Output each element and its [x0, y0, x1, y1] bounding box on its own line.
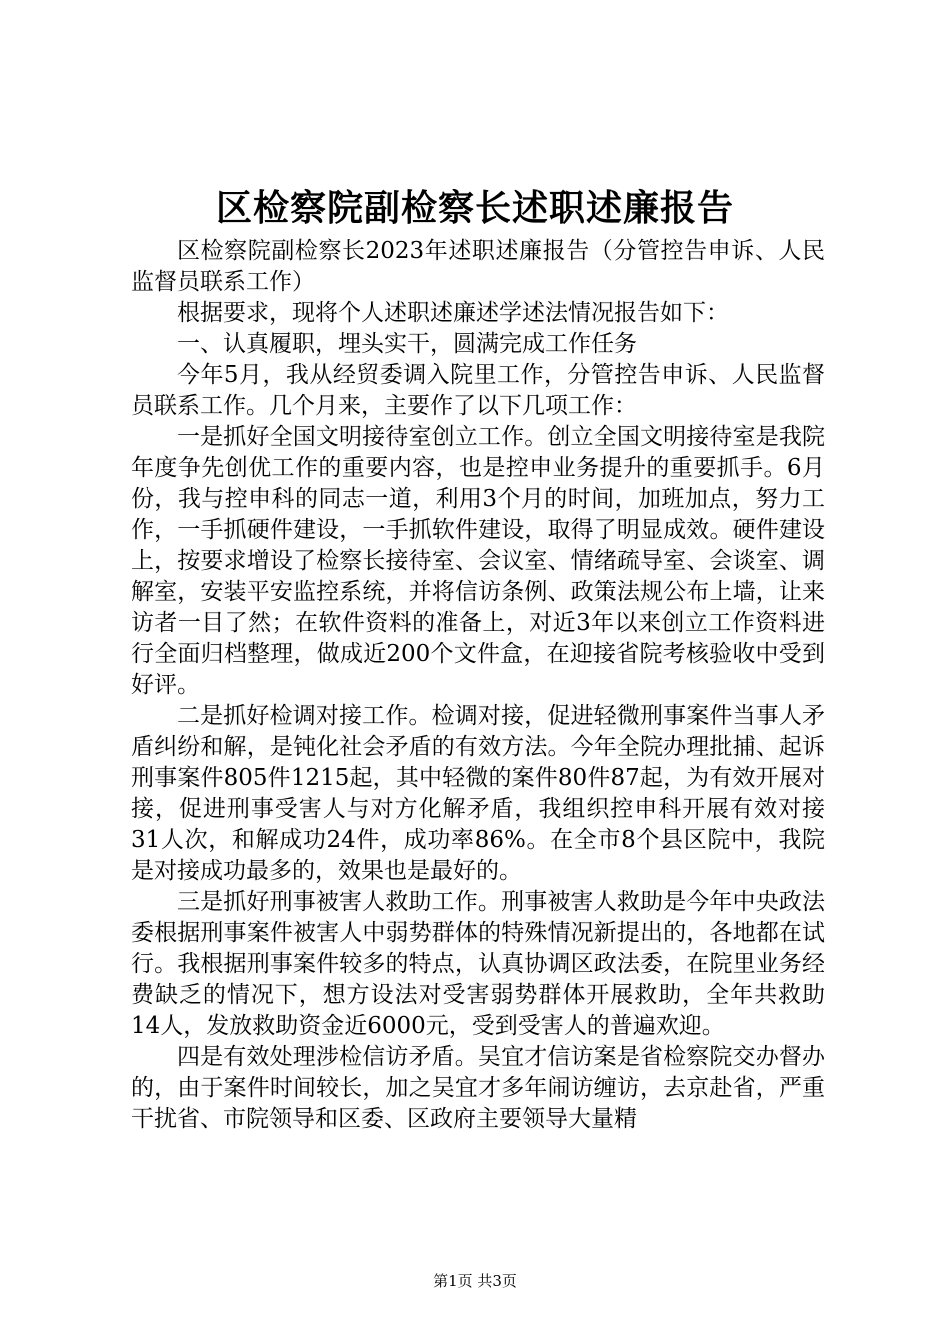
- paragraph: 四是有效处理涉检信访矛盾。吴宜才信访案是省检察院交办督办的，由于案件时间较长，加之吴宜才多年闹访缠访，去京赴省，严重干扰省、市院领导和区委、区政府主要领导大量精: [131, 1044, 825, 1132]
- document-title: 区检察院副检察长述职述廉报告: [215, 187, 734, 229]
- paragraph-subtitle: 区检察院副检察长2023年述职述廉报告（分管控告申诉、人民监督员联系工作）: [131, 238, 825, 295]
- paragraph: 今年5月，我从经贸委调入院里工作，分管控告申诉、人民监督员联系工作。几个月来，主要作了以下几项工作：: [131, 362, 825, 419]
- page-number-footer: 第1页 共3页: [433, 1272, 517, 1290]
- document-body: [131, 236, 825, 1135]
- paragraph-intro: 根据要求，现将个人述职述廉述学述法情况报告如下：: [177, 300, 729, 326]
- paragraph: 二是抓好检调对接工作。检调对接，促进轻微刑事案件当事人矛盾纠纷和解，是钝化社会矛盾的有效方法。今年全院办理批捕、起诉刑事案件805件1215起，其中轻微的案件80件87起，为有效开展对接，促进刑事受害人与对方化解矛盾，我组织控申科开展有效对接31人次，和解成功24件，成功率86%。在全市8个县区院中，我院是对接成功最多的，效果也是最好的。: [131, 703, 825, 884]
- section-heading: 一、认真履职，埋头实干，圆满完成工作任务: [177, 331, 637, 357]
- paragraph: 三是抓好刑事被害人救助工作。刑事被害人救助是今年中央政法委根据刑事案件被害人中弱势群体的特殊情况新提出的，各地都在试行。我根据刑事案件较多的特点，认真协调区政法委，在院里业务经费缺乏的情况下，想方设法对受害弱势群体开展救助，全年共救助14人，发放救助资金近6000元，受到受害人的普遍欢迎。: [131, 889, 825, 1039]
- paragraph: 一是抓好全国文明接待室创立工作。创立全国文明接待室是我院年度争先创优工作的重要内容，也是控申业务提升的重要抓手。6月份，我与控申科的同志一道，利用3个月的时间，加班加点，努力工作，一手抓硬件建设，一手抓软件建设，取得了明显成效。硬件建设上，按要求增设了检察长接待室、会议室、情绪疏导室、会谈室、调解室，安装平安监控系统，并将信访条例、政策法规公布上墙，让来访者一目了然；在软件资料的准备上，对近3年以来创立工作资料进行全面归档整理，做成近200个文件盒，在迎接省院考核验收中受到好评。: [131, 424, 825, 698]
